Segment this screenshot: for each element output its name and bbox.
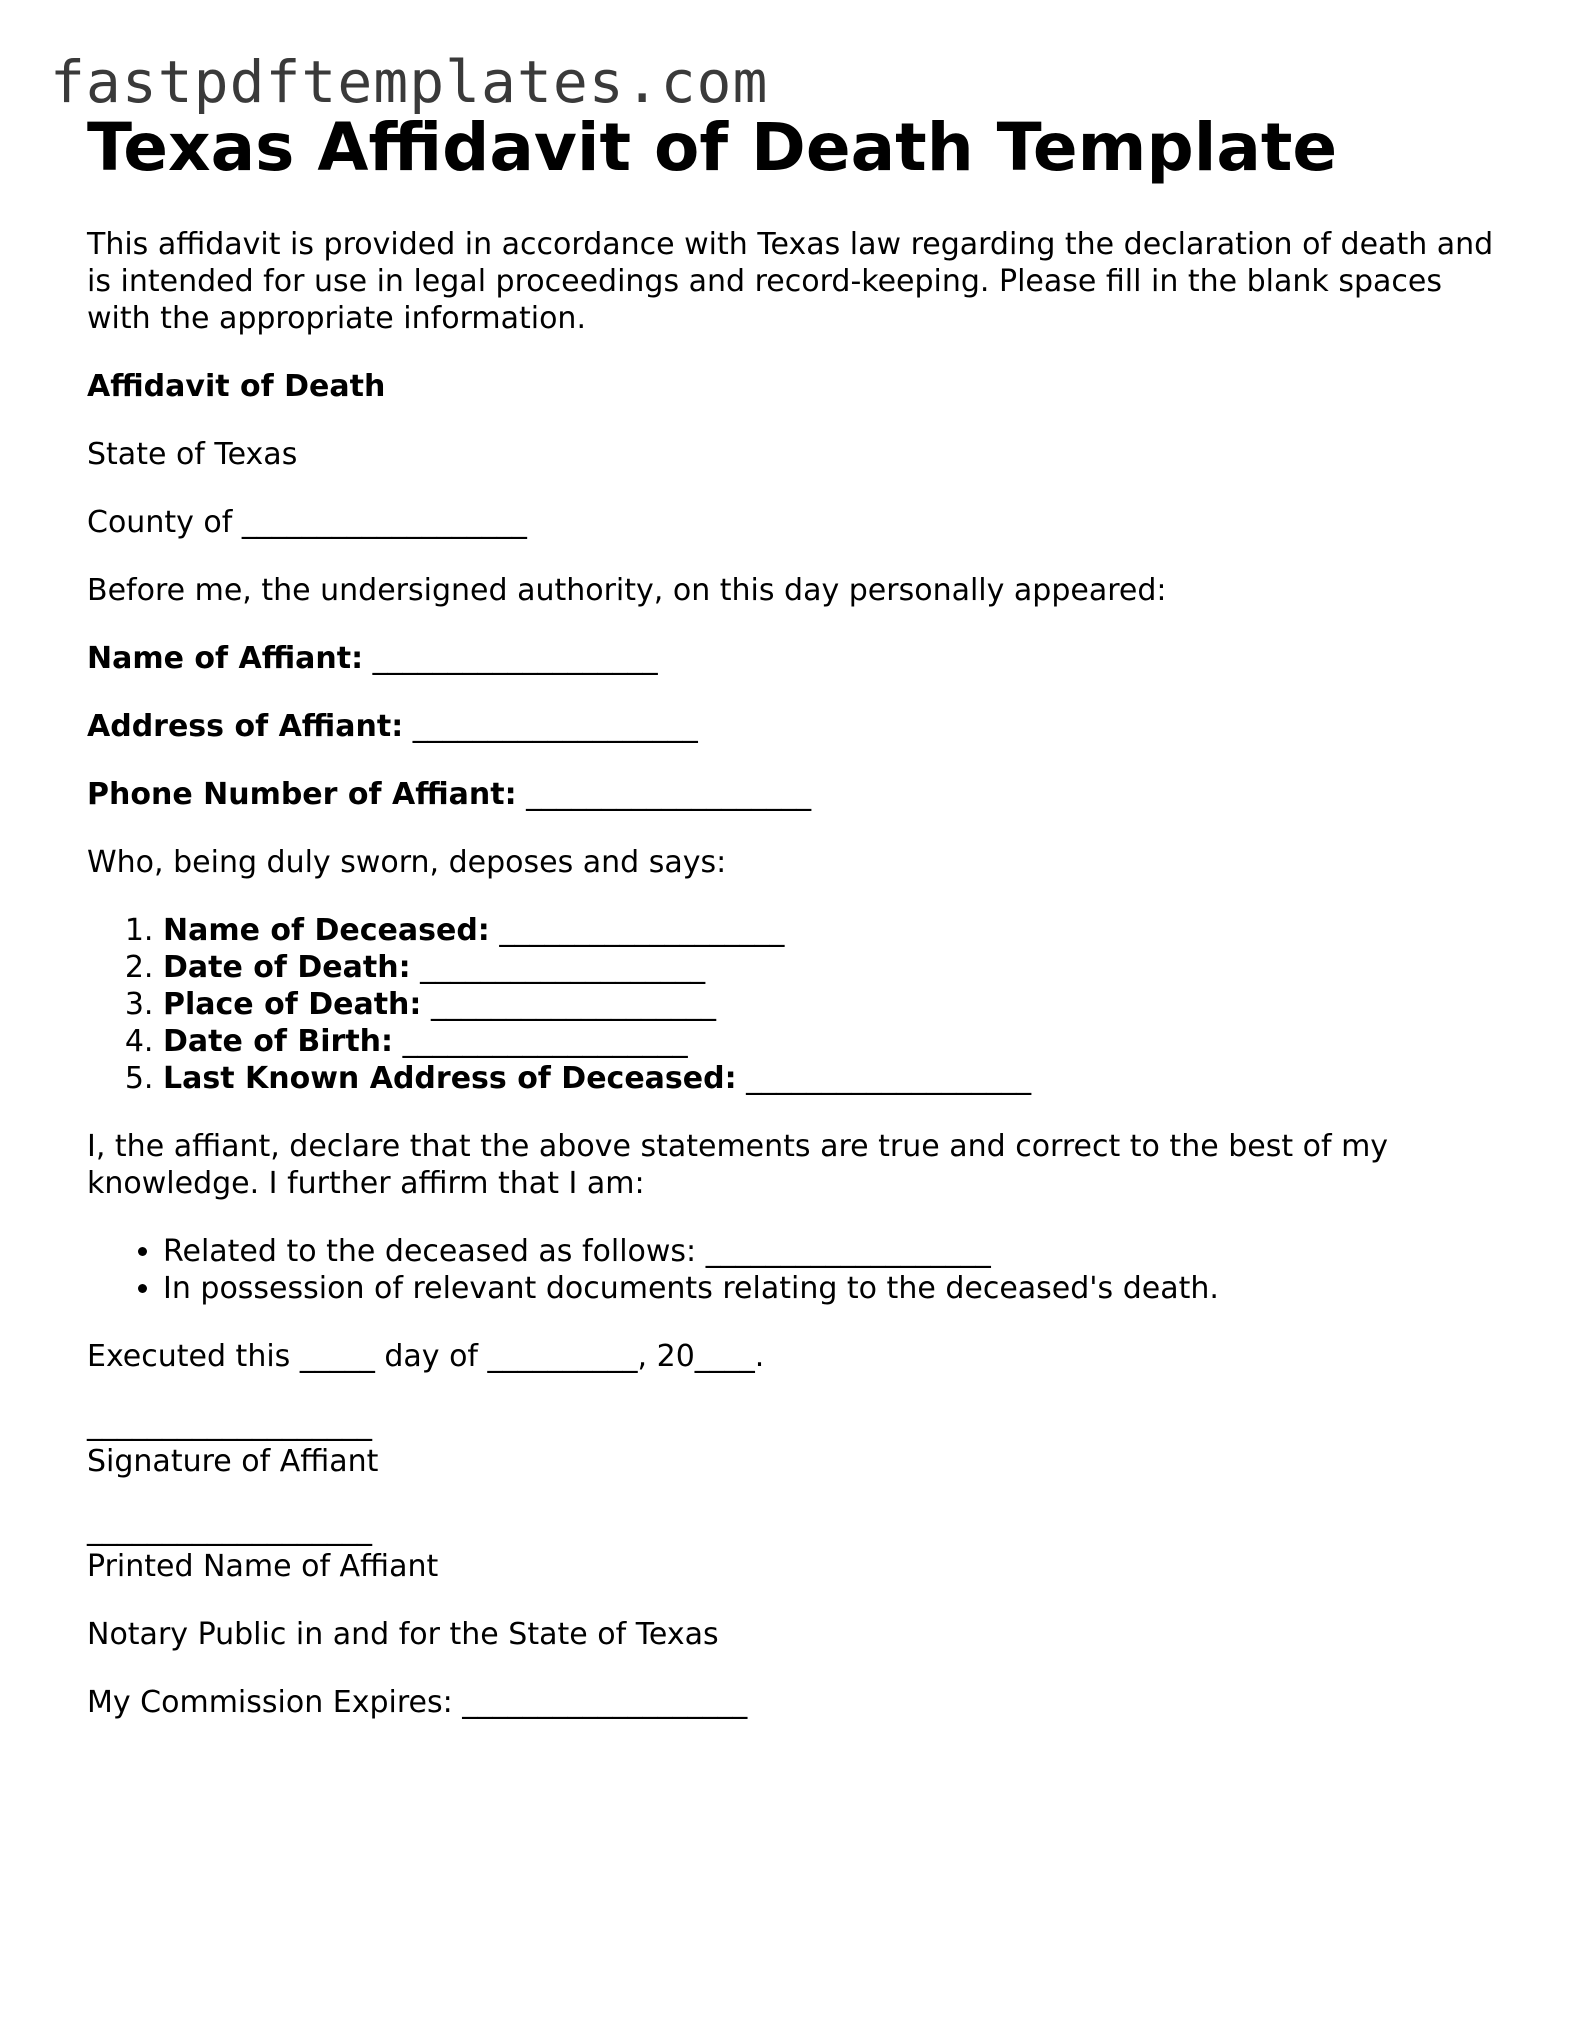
affiant-address-field [87,708,1497,745]
affiant-name-label: Name of Affiant: [87,641,364,676]
date-of-birth-blank[interactable]: ___________________ [402,1024,688,1059]
list-item [163,1060,1497,1097]
list-item [163,986,1497,1023]
state-line: State of Texas [87,437,298,472]
list-item [163,949,1497,986]
printed-name-label: Printed Name of Affiant [87,1549,439,1584]
deceased-details-list [87,912,1497,1097]
list-item [163,912,1497,949]
affiant-address-blank[interactable]: ___________________ [412,709,698,744]
signature-block [87,1406,1497,1480]
affiant-phone-field [87,776,1497,813]
commission-label: My Commission Expires: [87,1685,453,1720]
section-heading: Affidavit of Death [87,369,386,404]
document-body [87,226,1497,1752]
documents-statement: In possession of relevant documents relating to the deceased's death. [163,1271,1219,1306]
date-of-death-blank[interactable]: ___________________ [420,950,706,985]
county-field [87,504,1497,541]
notary-line: Notary Public in and for the State of Texas [87,1617,719,1652]
place-of-death-label: Place of Death: [163,987,422,1022]
place-of-death-blank[interactable]: ___________________ [430,987,716,1022]
printed-name-line[interactable]: ___________________ [87,1512,372,1547]
page-title: Texas Affidavit of Death Template [87,109,1338,186]
executed-line[interactable]: Executed this _____ day of __________, 20____. [87,1339,765,1374]
signature-label: Signature of Affiant [87,1444,379,1479]
declaration-paragraph: I, the affiant, declare that the above statements are true and correct to the best of my knowledge. I further affirm that I am: [87,1129,1389,1201]
signature-line[interactable]: ___________________ [87,1407,372,1442]
affiant-phone-blank[interactable]: ___________________ [526,777,812,812]
county-blank[interactable]: ___________________ [241,505,527,540]
relation-label: Related to the deceased as follows: [163,1234,697,1269]
affiant-address-label: Address of Affiant: [87,709,404,744]
list-item [163,1023,1497,1060]
last-address-blank[interactable]: ___________________ [746,1061,1032,1096]
affiant-name-blank[interactable]: ___________________ [372,641,658,676]
printed-name-block [87,1511,1497,1585]
list-item [163,1233,1497,1270]
sworn-text: Who, being duly sworn, deposes and says: [87,845,727,880]
date-of-death-label: Date of Death: [163,950,411,985]
affiant-phone-label: Phone Number of Affiant: [87,777,517,812]
commission-blank[interactable]: ___________________ [462,1685,748,1720]
appeared-text: Before me, the undersigned authority, on this day personally appeared: [87,573,1167,608]
last-address-label: Last Known Address of Deceased: [163,1061,737,1096]
watermark-text: fastpdftemplates.com [50,48,769,116]
relation-blank[interactable]: ___________________ [705,1234,991,1269]
intro-paragraph: This affidavit is provided in accordance with Texas law regarding the declaration of death and is intended for use in legal proceedings and record-keeping. Please fill in the blank spaces with the appropriate information. [87,227,1494,336]
commission-field [87,1684,1497,1721]
affirmation-list [87,1233,1497,1307]
date-of-birth-label: Date of Birth: [163,1024,394,1059]
affiant-name-field [87,640,1497,677]
list-item [163,1270,1497,1307]
deceased-name-blank[interactable]: ___________________ [499,913,785,948]
county-label: County of [87,505,233,540]
deceased-name-label: Name of Deceased: [163,913,490,948]
